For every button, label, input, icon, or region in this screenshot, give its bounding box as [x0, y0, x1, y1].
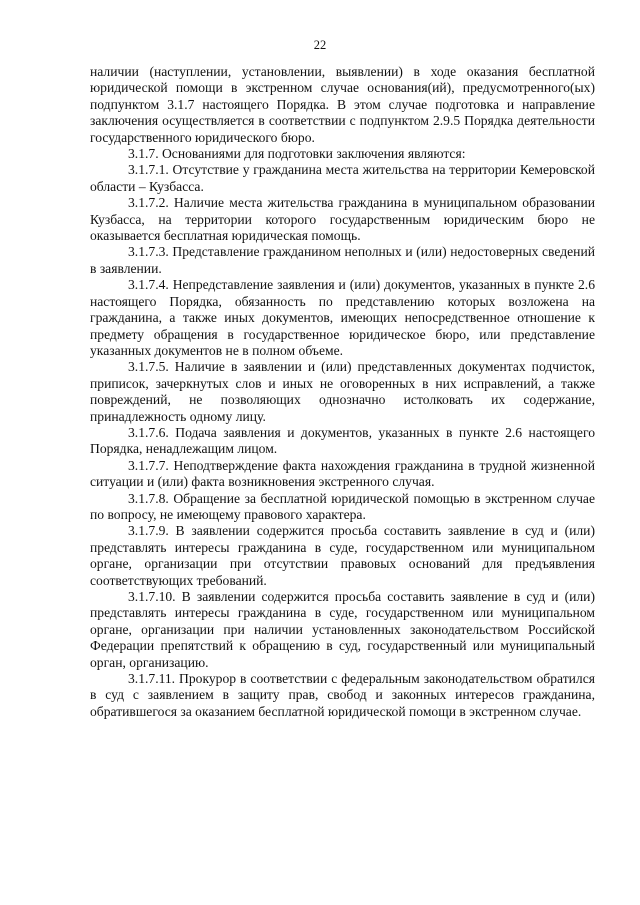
- paragraph-3-1-7-1: 3.1.7.1. Отсутствие у гражданина места жительства на территории Кемеровской области – Кузбасса.: [90, 162, 595, 194]
- paragraph-3-1-7-9: 3.1.7.9. В заявлении содержится просьба составить заявление в суд и (или) представлять интересы гражданина в суде, государственном или муниципальном органе, организации при отсутствии правовых оснований для предъявления соответствующих требований.: [90, 523, 595, 588]
- paragraph-3-1-7-11: 3.1.7.11. Прокурор в соответствии с федеральным законодательством обратился в суд с заявлением в защиту прав, свобод и законных интересов гражданина, обратившегося за оказанием бесплатной юридической помощи в экстренном случае.: [90, 671, 595, 719]
- page-number: 22: [313, 38, 327, 52]
- paragraph-3-1-7-7: 3.1.7.7. Неподтверждение факта нахождения гражданина в трудной жизненной ситуации и (или) факта возникновения экстренного случая.: [90, 457, 595, 490]
- paragraph-3-1-7-8: 3.1.7.8. Обращение за бесплатной юридической помощью в экстренном случае по вопросу, не имеющему правового характера.: [90, 490, 595, 522]
- paragraph-3-1-7-6: 3.1.7.6. Подача заявления и документов, указанных в пункте 2.6 настоящего Порядка, ненадлежащим лицом.: [90, 424, 595, 457]
- paragraph-continuation: наличии (наступлении, установлении, выявлении) в ходе оказания бесплатной юридической помощи в экстренном случае основания(ий), предусмотренного(ых) подпунктом 3.1.7 настоящего Порядка. В этом случае подготовка и направление заключения осуществляется в соответствии с подпунктом 2.9.5 Порядка деятельности государственного юридического бюро.: [90, 64, 595, 145]
- paragraph-3-1-7-3: 3.1.7.3. Представление гражданином неполных и (или) недостоверных сведений в заявлении.: [90, 244, 595, 276]
- paragraph-3-1-7-4: 3.1.7.4. Непредставление заявления и (или) документов, указанных в пункте 2.6 настоящего Порядка, обязанность по представлению которых возложена на гражданина, а также иных документов, имеющих непосредственное отношение к предмету обращения в государственное юридическое бюро, или представление указанных документов не в полном объеме.: [90, 277, 595, 358]
- paragraph-3-1-7-2: 3.1.7.2. Наличие места жительства гражданина в муниципальном образовании Кузбасса, на территории которого государственным юридическим бюро не оказывается бесплатная юридическая помощь.: [90, 195, 595, 244]
- document-body: [90, 64, 595, 720]
- paragraph-3-1-7-5: 3.1.7.5. Наличие в заявлении и (или) представленных документах подчисток, приписок, зачеркнутых слов и иных не оговоренных в них исправлений, а также повреждений, не позволяющих однозначно истолковать их содержание, принадлежность одному лицу.: [90, 359, 595, 424]
- paragraph-3-1-7: 3.1.7. Основаниями для подготовки заключения являются:: [128, 146, 466, 162]
- paragraph-3-1-7-10: 3.1.7.10. В заявлении содержится просьба составить заявление в суд и (или) представлять интересы гражданина в суде, государственном или муниципальном органе, организации при наличии установленных законодательством Российской Федерации препятствий к обращению в суд, государственный или муниципальный орган, организацию.: [90, 589, 595, 670]
